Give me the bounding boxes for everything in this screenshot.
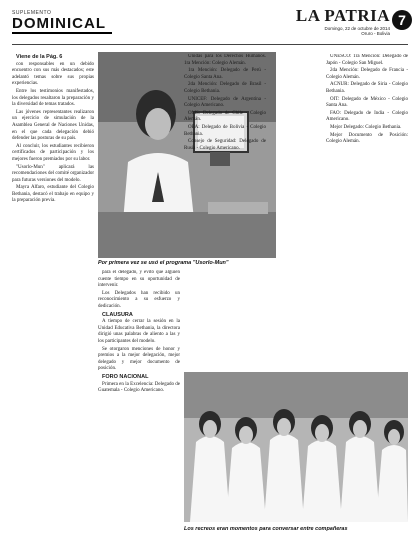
paragraph: para el delegado, y evitó que alguien cuente tiempo en su oportunidad de intervenir.: [98, 270, 180, 289]
paragraph: Primera en la Excelencia: Delegado de Guatemala - Colegio Americano.: [98, 381, 180, 394]
newspaper-name: LA PATRIA: [295, 6, 390, 25]
paragraph: OMS: Delegado de Chile - Colegio Alemán.: [184, 110, 266, 123]
paragraph: Las jóvenes representantes realizaron un ejercicio de simulación de la Asamblea General de Naciones Unidas, en el que cada delegación debió defender las posturas de su país.: [12, 109, 94, 142]
brand-underline: [12, 32, 112, 34]
page-header: [0, 0, 420, 46]
paragraph: Al concluir, los estudiantes recibieron certificados de participación y los mejores fueron premiados por su labor.: [12, 143, 94, 162]
paragraph: Entre los testimonios manifestados, los delegados resaltaron la preparación y la diversidad de temas tratados.: [12, 88, 94, 108]
paragraph: con responsables en un debido encuentro con sus más destacados; este adelantó temas sobre sus propias experiencias.: [12, 61, 94, 87]
paragraph: OEA: Delegado de Bolivia - Colegio Bethania.: [184, 124, 266, 137]
section-heading: CLAUSURA: [102, 311, 133, 318]
continued-from: Viene de la Pág. 6: [16, 54, 63, 60]
paragraph: ACNUR: Delegado de Siria - Colegio Bethania.: [326, 82, 408, 94]
left-column: [12, 54, 94, 540]
paragraph: UNESCO: 1ra Mención: Delegado de Japón - Colegio San Miguel.: [326, 54, 408, 66]
paragraph: A tiempo de cerrar la sesión en la Unidad Educativa Bethania, la directora dirigió unas palabras de aliento a las y los participantes del modelo.: [98, 319, 180, 344]
brand-title: DOMINICAL: [12, 15, 106, 32]
paragraph: Unidas para los Derechos Humanos. 1ra Mención: Colegio Alemán.: [184, 54, 266, 66]
header-rule: [12, 44, 408, 45]
paragraph: Los Delegados han recibido un reconocimiento a su esfuerzo y dedicación.: [98, 290, 180, 309]
photo-illustration-group: [184, 372, 408, 522]
paragraph: 2da Mención: Delegado de Brasil - Colegio Bethania.: [184, 82, 266, 94]
photo-caption: Por primera vez se usó el programa "Usorlo-Mun": [98, 260, 229, 266]
paragraph: Mejor Documento de Posición: Colegio Alemán.: [326, 132, 408, 145]
supplement-brand: [12, 10, 112, 36]
photo-caption-2: Los recreos eran momentos para conversar entre compañeras: [184, 526, 348, 532]
awards-column: [184, 54, 266, 369]
awards-column-2: [326, 54, 408, 369]
paragraph: Mejor Delegado: Colegio Bethania.: [330, 124, 402, 130]
issue-city: Oruro - Bolivia: [361, 31, 390, 36]
newspaper-masthead: [296, 6, 390, 36]
paragraph: UNICEF: Delegado de Argentina - Colegio Americano.: [184, 96, 266, 109]
paragraph: FAO: Delegado de India - Colegio Americano.: [326, 110, 408, 123]
page-number-badge: 7: [392, 10, 412, 30]
paragraph: 2da Mención: Delegado de Francia - Colegio Alemán.: [326, 68, 408, 80]
paragraph: Se otorgaron menciones de honor y premios a la mejor delegación, mejor delegado y mejor documento de posición.: [98, 346, 180, 372]
middle-column: [98, 270, 180, 540]
issue-date: Domingo, 22 de octubre de 2014: [324, 26, 390, 31]
article-photo-students: [184, 372, 408, 522]
brand-kicker: SUPLEMENTO: [12, 10, 52, 16]
paragraph: Consejo de Seguridad: Delegado de Rusia - Colegio Americano.: [184, 139, 266, 151]
paragraph: "Usorlo-Mun" aplicará las recomendaciones del comité organizador para futuras versiones del modelo.: [12, 164, 94, 183]
paragraph: 1ra Mención: Delegado de Perú - Colegio Santa Ana.: [184, 68, 266, 80]
paragraph: OIT: Delegado de México - Colegio Santa Ana.: [326, 96, 408, 109]
section-heading: FORO NACIONAL: [102, 373, 149, 380]
paragraph: Mayra Alfaro, estudiante del Colegio Bethania, destacó el trabajo en equipo y la preparación previa.: [12, 185, 94, 204]
